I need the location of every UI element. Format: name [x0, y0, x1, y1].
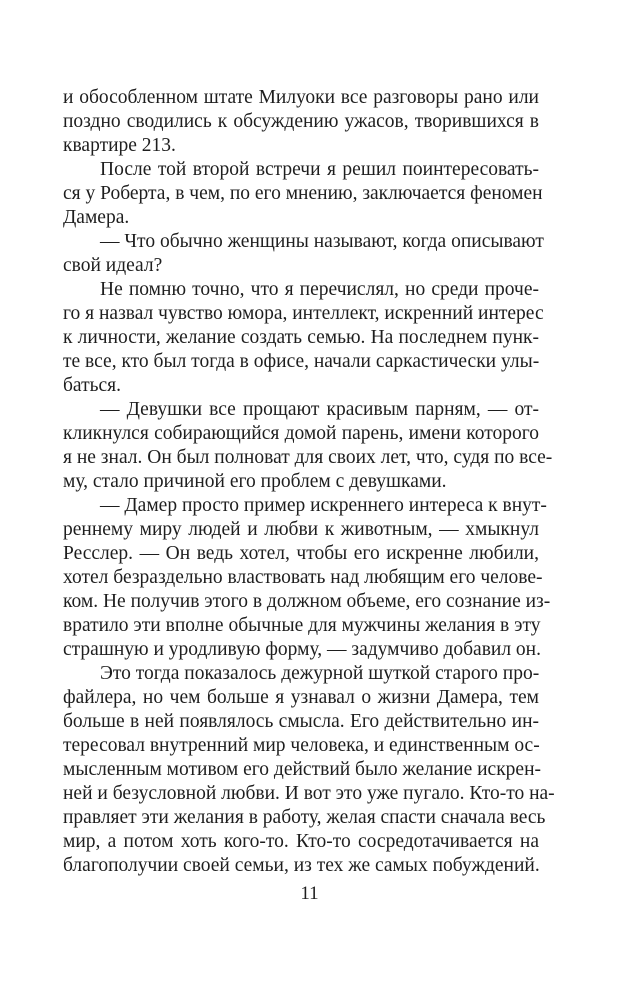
- text-line: мир, а потом хоть кого-то. Кто-то сосредотачивается на: [63, 831, 539, 852]
- text-line: го я назвал чувство юмора, интеллект, искренний интерес: [63, 303, 544, 324]
- text-line: файлера, но чем больше я узнавал о жизни Дамера, тем: [63, 687, 539, 708]
- text-line: квартире 213.: [63, 135, 176, 156]
- text-line: — Что обычно женщины называют, когда описывают: [100, 231, 544, 252]
- text-line: Не помню точно, что я перечислял, но среди проче-: [100, 279, 539, 300]
- text-line: му, стало причиной его проблем с девушками.: [63, 471, 447, 492]
- text-line: — Девушки все прощают красивым парням, — от-: [100, 399, 539, 420]
- text-line: больше в ней появлялось смысла. Его действительно ин-: [63, 711, 539, 732]
- text-line: и обособленном штате Милуоки все разговоры рано или: [63, 87, 539, 108]
- text-line: благополучии своей семьи, из тех же самых побуждений.: [63, 855, 540, 876]
- text-line: ней и безусловной любви. И вот это уже пугало. Кто-то на-: [63, 783, 555, 804]
- text-line: баться.: [63, 375, 121, 396]
- text-line: — Дамер просто пример искреннего интереса к внут-: [100, 495, 547, 516]
- text-line: Ресслер. — Он ведь хотел, чтобы его искренне любили,: [63, 543, 539, 564]
- text-line: ком. Не получив этого в должном объеме, его сознание из-: [63, 591, 551, 612]
- text-line: поздно сводились к обсуждению ужасов, творившихся в: [63, 111, 539, 132]
- text-line: вратило эти вполне обычные для мужчины желания в эту: [63, 615, 541, 636]
- text-line: к личности, желание создать семью. На последнем пунк-: [63, 327, 539, 348]
- text-line: свой идеал?: [63, 255, 163, 276]
- text-line: те все, кто был тогда в офисе, начали саркастически улы-: [63, 351, 540, 372]
- text-line: реннему миру людей и любви к животным, — хмыкнул: [63, 519, 539, 540]
- text-line: хотел безраздельно властвовать над любящим его челове-: [63, 567, 543, 588]
- text-line: тересовал внутренний мир человека, и единственным ос-: [63, 735, 540, 756]
- text-line: мысленным мотивом его действий было желание искрен-: [63, 759, 541, 780]
- text-line: страшную и уродливую форму, — задумчиво добавил он.: [63, 639, 541, 660]
- page-body: [63, 86, 555, 878]
- page-number: 11: [300, 883, 319, 904]
- text-line: я не знал. Он был полноват для своих лет, что, судя по все-: [63, 447, 553, 468]
- text-line: После той второй встречи я решил поинтересовать-: [100, 159, 539, 180]
- text-line: правляет эти желания в работу, желая спасти сначала весь: [63, 807, 546, 828]
- text-line: Дамера.: [63, 207, 130, 228]
- text-line: Это тогда показалось дежурной шуткой старого про-: [100, 663, 540, 684]
- text-line: ся у Роберта, в чем, по его мнению, заключается феномен: [63, 183, 543, 204]
- text-line: кликнулся собирающийся домой парень, имени которого: [63, 423, 539, 444]
